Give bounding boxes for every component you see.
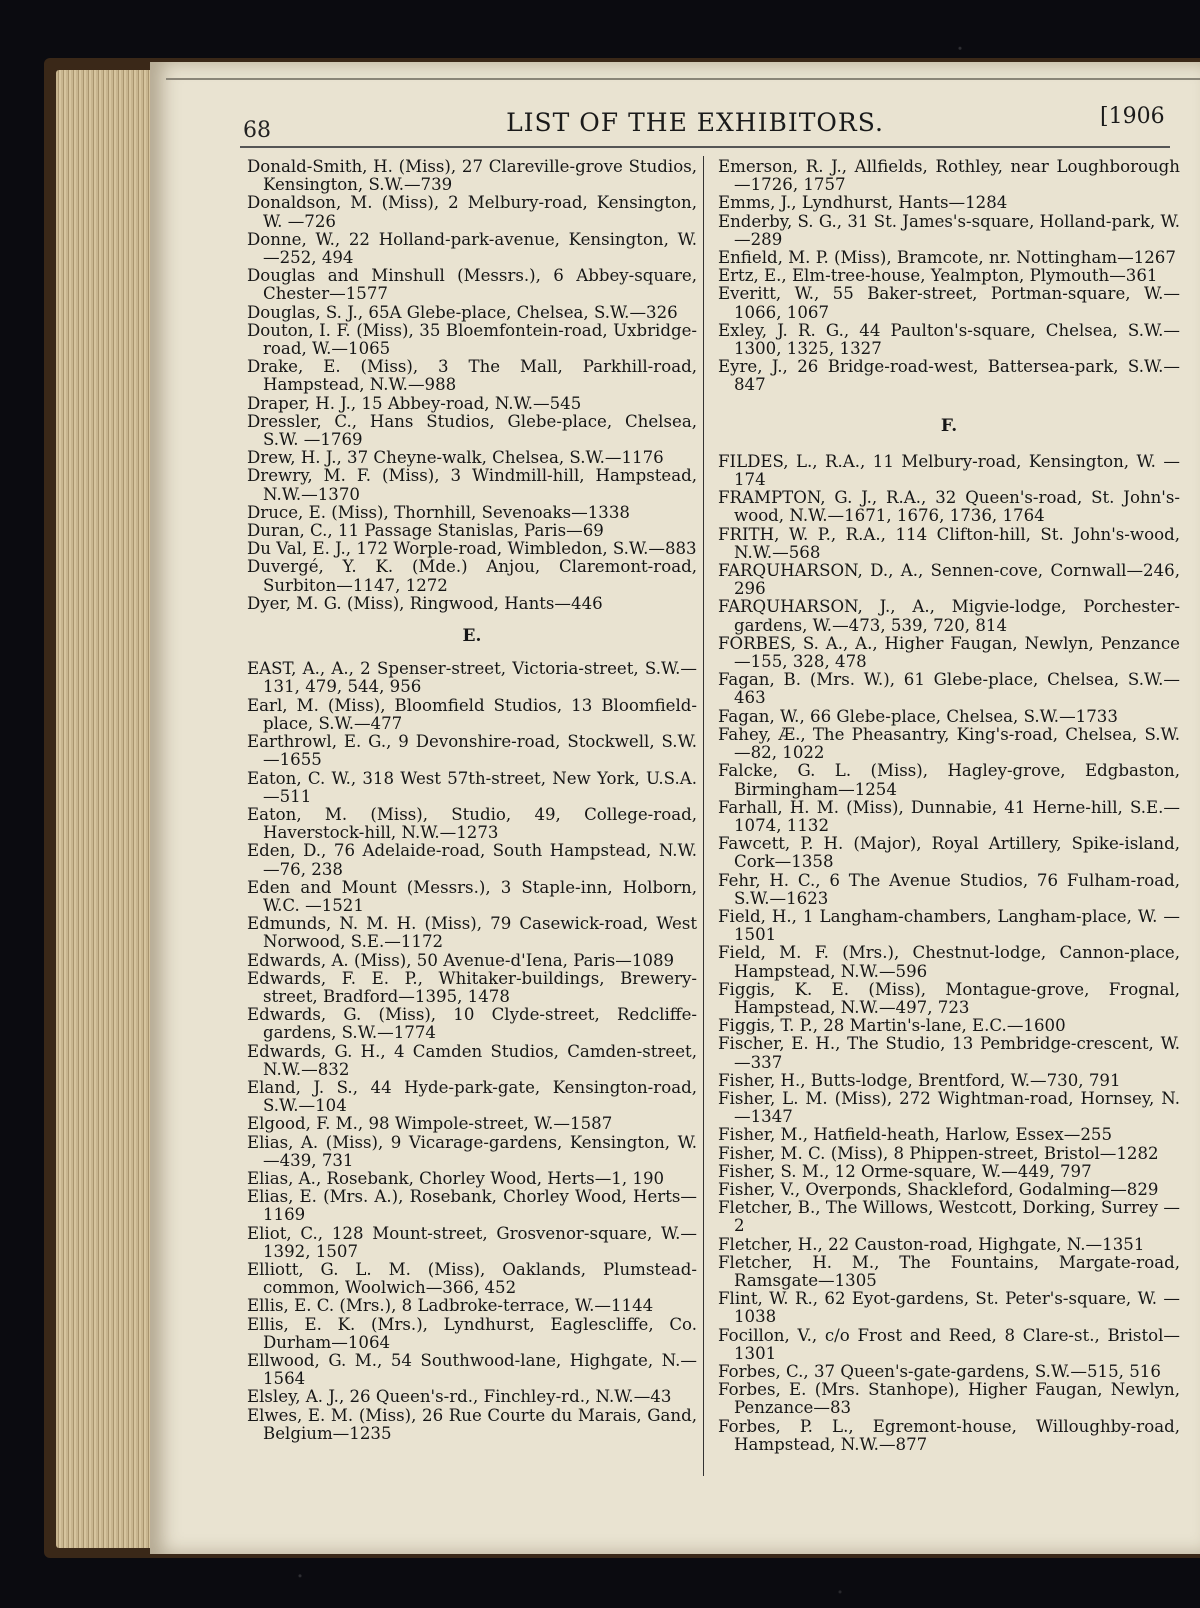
left-column [247, 158, 697, 1443]
exhibitor-entry: Enderby, S. G., 31 St. James's-square, Holland-park, W.—289 [718, 211, 1180, 249]
exhibitor-entry: Fisher, V., Overponds, Shackleford, Godalming—829 [718, 1179, 1159, 1199]
exhibitor-entry: Eden and Mount (Messrs.), 3 Staple-inn, Holborn, W.C. —1521 [247, 877, 697, 915]
exhibitor-entry: Eaton, C. W., 318 West 57th-street, New York, U.S.A. —511 [247, 768, 697, 806]
exhibitor-entry: Ertz, E., Elm-tree-house, Yealmpton, Plymouth—361 [718, 266, 1158, 286]
exhibitor-entry: Du Val, E. J., 172 Worple-road, Wimbledon, S.W.—883 [247, 539, 697, 559]
exhibitor-entry: Dyer, M. G. (Miss), Ringwood, Hants—446 [247, 593, 603, 613]
exhibitor-entry: FILDES, L., R.A., 11 Melbury-road, Kensington, W. —174 [718, 451, 1180, 490]
exhibitor-entry: Earl, M. (Miss), Bloomfield Studios, 13 Bloomfield-place, S.W.—477 [247, 695, 697, 733]
exhibitor-entry: Elgood, F. M., 98 Wimpole-street, W.—1587 [247, 1114, 613, 1134]
exhibitor-entry: Donne, W., 22 Holland-park-avenue, Kensington, W. —252, 494 [247, 229, 697, 268]
exhibitor-entry: Forbes, E. (Mrs. Stanhope), Higher Faugan, Newlyn, Penzance—83 [718, 1380, 1180, 1418]
year-label: [1906 [1100, 104, 1165, 129]
exhibitor-entry: Fisher, M., Hatfield-heath, Harlow, Essex—255 [718, 1125, 1113, 1145]
exhibitor-entry: Emerson, R. J., Allfields, Rothley, near Loughborough —1726, 1757 [718, 157, 1180, 195]
exhibitor-entry: Drake, E. (Miss), 3 The Mall, Parkhill-road, Hampstead, N.W.—988 [247, 357, 697, 395]
exhibitor-entry: Douglas, S. J., 65A Glebe-place, Chelsea, S.W.—326 [247, 302, 678, 322]
section-f-entries [718, 453, 1180, 1454]
exhibitor-entry: FRITH, W. P., R.A., 114 Clifton-hill, St. John's-wood, N.W.—568 [718, 524, 1180, 562]
exhibitor-entry: Douton, I. F. (Miss), 35 Bloemfontein-road, Uxbridge-road, W.—1065 [247, 320, 697, 359]
exhibitor-entry: Fisher, S. M., 12 Orme-square, W.—449, 797 [718, 1161, 1092, 1181]
exhibitor-entry: Eyre, J., 26 Bridge-road-west, Battersea-park, S.W.—847 [718, 357, 1180, 395]
column-divider [703, 156, 704, 1476]
exhibitor-entry: Fagan, W., 66 Glebe-place, Chelsea, S.W.—1733 [718, 706, 1118, 726]
exhibitor-entry: Drewry, M. F. (Miss), 3 Windmill-hill, Hampstead, N.W.—1370 [247, 466, 697, 504]
exhibitor-entry: Exley, J. R. G., 44 Paulton's-square, Chelsea, S.W.—1300, 1325, 1327 [718, 320, 1180, 359]
exhibitor-entry: Fawcett, P. H. (Major), Royal Artillery, Spike-island, Cork—1358 [718, 834, 1180, 872]
exhibitor-entry: Flint, W. R., 62 Eyot-gardens, St. Peter's-square, W. —1038 [718, 1289, 1180, 1327]
exhibitor-entry: Fagan, B. (Mrs. W.), 61 Glebe-place, Chelsea, S.W.—463 [718, 670, 1180, 708]
exhibitor-entry: Donaldson, M. (Miss), 2 Melbury-road, Kensington, W. —726 [247, 193, 697, 231]
exhibitor-entry: Ellis, E. C. (Mrs.), 8 Ladbroke-terrace, W.—1144 [247, 1296, 654, 1316]
exhibitor-entry: Fletcher, B., The Willows, Westcott, Dorking, Surrey —2 [718, 1198, 1180, 1236]
exhibitor-entry: Fisher, H., Butts-lodge, Brentford, W.—730, 791 [718, 1070, 1121, 1090]
right-column [718, 158, 1180, 1454]
exhibitor-entry: Earthrowl, E. G., 9 Devonshire-road, Stockwell, S.W. —1655 [247, 732, 697, 770]
exhibitor-entry: Elsley, A. J., 26 Queen's-rd., Finchley-rd., N.W.—43 [247, 1387, 672, 1407]
page-number: 68 [243, 118, 271, 143]
exhibitor-entry: Ellwood, G. M., 54 Southwood-lane, Highgate, N.—1564 [247, 1351, 697, 1389]
exhibitor-entry: FARQUHARSON, D., A., Sennen-cove, Cornwall—246, 296 [718, 561, 1180, 599]
exhibitor-entry: Falcke, G. L. (Miss), Hagley-grove, Edgbaston, Birmingham—1254 [718, 761, 1180, 799]
exhibitor-entry: Enfield, M. P. (Miss), Bramcote, nr. Nottingham—1267 [718, 248, 1176, 268]
exhibitor-entry: Fletcher, H. M., The Fountains, Margate-road, Ramsgate—1305 [718, 1252, 1180, 1290]
section-heading-e: E. [462, 626, 482, 647]
exhibitor-entry: FORBES, S. A., A., Higher Faugan, Newlyn, Penzance —155, 328, 478 [718, 633, 1180, 672]
exhibitor-entry: Elliott, G. L. M. (Miss), Oaklands, Plumstead-common, Woolwich—366, 452 [247, 1259, 697, 1298]
exhibitor-entry: Everitt, W., 55 Baker-street, Portman-square, W.—1066, 1067 [718, 284, 1180, 322]
exhibitor-entry: Eliot, C., 128 Mount-street, Grosvenor-square, W.—1392, 1507 [247, 1223, 697, 1261]
exhibitor-entry: Fletcher, H., 22 Causton-road, Highgate, N.—1351 [718, 1234, 1145, 1254]
exhibitor-entry: Edwards, G. H., 4 Camden Studios, Camden-street, N.W.—832 [247, 1041, 697, 1079]
exhibitor-entry: Figgis, K. E. (Miss), Montague-grove, Frognal, Hampstead, N.W.—497, 723 [718, 979, 1180, 1017]
exhibitor-entry: Fahey, Æ., The Pheasantry, King's-road, Chelsea, S.W. —82, 1022 [718, 724, 1180, 763]
section-d-entries [247, 158, 697, 613]
exhibitor-entry: FRAMPTON, G. J., R.A., 32 Queen's-road, St. John's-wood, N.W.—1671, 1676, 1736, 1764 [718, 488, 1180, 526]
exhibitor-entry: Fehr, H. C., 6 The Avenue Studios, 76 Fulham-road, S.W.—1623 [718, 870, 1180, 908]
exhibitor-entry: Drew, H. J., 37 Cheyne-walk, Chelsea, S.W.—1176 [247, 448, 664, 468]
exhibitor-entry: Fisher, M. C. (Miss), 8 Phippen-street, Bristol—1282 [718, 1143, 1159, 1163]
exhibitor-entry: Elias, A. (Miss), 9 Vicarage-gardens, Kensington, W.—439, 731 [247, 1132, 697, 1170]
section-e-entries [247, 660, 697, 1443]
exhibitor-entry: Fisher, L. M. (Miss), 272 Wightman-road, Hornsey, N. —1347 [718, 1088, 1180, 1127]
exhibitor-entry: Elias, A., Rosebank, Chorley Wood, Herts—1, 190 [247, 1168, 665, 1188]
exhibitor-entry: Edwards, G. (Miss), 10 Clyde-street, Redcliffe-gardens, S.W.—1774 [247, 1005, 697, 1043]
exhibitor-entry: Duvergé, Y. K. (Mde.) Anjou, Claremont-road, Surbiton—1147, 1272 [247, 557, 697, 595]
exhibitor-entry: Fischer, E. H., The Studio, 13 Pembridge-crescent, W.—337 [718, 1034, 1180, 1072]
exhibitor-entry: Field, H., 1 Langham-chambers, Langham-place, W. —1501 [718, 906, 1180, 945]
exhibitor-entry: Forbes, P. L., Egremont-house, Willoughby-road, Hampstead, N.W.—877 [718, 1416, 1180, 1454]
exhibitor-entry: Douglas and Minshull (Messrs.), 6 Abbey-square, Chester—1577 [247, 266, 697, 304]
exhibitor-entry: Field, M. F. (Mrs.), Chestnut-lodge, Cannon-place, Hampstead, N.W.—596 [718, 943, 1180, 981]
page-title: LIST OF THE EXHIBITORS. [506, 108, 884, 137]
exhibitor-entry: Eland, J. S., 44 Hyde-park-gate, Kensington-road, S.W.—104 [247, 1077, 697, 1116]
exhibitor-entry: Elwes, E. M. (Miss), 26 Rue Courte du Marais, Gand, Belgium—1235 [247, 1405, 697, 1443]
section-heading-f: F. [940, 415, 958, 436]
exhibitor-entry: Edmunds, N. M. H. (Miss), 79 Casewick-road, West Norwood, S.E.—1172 [247, 914, 697, 952]
exhibitor-entry: Druce, E. (Miss), Thornhill, Sevenoaks—1338 [247, 502, 630, 522]
header-rule [240, 146, 1170, 148]
section-e-continued-entries [718, 158, 1180, 395]
exhibitor-entry: Elias, E. (Mrs. A.), Rosebank, Chorley Wood, Herts—1169 [247, 1187, 697, 1225]
exhibitor-entry: EAST, A., A., 2 Spenser-street, Victoria-street, S.W.—131, 479, 544, 956 [247, 659, 697, 697]
exhibitor-entry: Draper, H. J., 15 Abbey-road, N.W.—545 [247, 393, 582, 413]
exhibitor-entry: FARQUHARSON, J., A., Migvie-lodge, Porchester-gardens, W.—473, 539, 720, 814 [718, 597, 1180, 635]
exhibitor-entry: Eden, D., 76 Adelaide-road, South Hampstead, N.W.—76, 238 [247, 841, 697, 879]
exhibitor-entry: Edwards, A. (Miss), 50 Avenue-d'Iena, Paris—1089 [247, 950, 675, 970]
exhibitor-entry: Forbes, C., 37 Queen's-gate-gardens, S.W.—515, 516 [718, 1362, 1161, 1381]
exhibitor-entry: Duran, C., 11 Passage Stanislas, Paris—69 [247, 521, 604, 541]
exhibitor-entry: Ellis, E. K. (Mrs.), Lyndhurst, Eaglescliffe, Co. Durham—1064 [247, 1314, 697, 1352]
exhibitor-entry: Dressler, C., Hans Studios, Glebe-place, Chelsea, S.W. —1769 [247, 411, 697, 450]
exhibitor-entry: Farhall, H. M. (Miss), Dunnabie, 41 Herne-hill, S.E.—1074, 1132 [718, 797, 1180, 835]
exhibitor-entry: Eaton, M. (Miss), Studio, 49, College-road, Haverstock-hill, N.W.—1273 [247, 804, 697, 843]
exhibitor-entry: Donald-Smith, H. (Miss), 27 Clareville-grove Studios, Kensington, S.W.—739 [247, 157, 697, 195]
page-header [0, 0, 1200, 150]
exhibitor-entry: Focillon, V., c/o Frost and Reed, 8 Clare-st., Bristol—1301 [718, 1325, 1180, 1363]
exhibitor-entry: Emms, J., Lyndhurst, Hants—1284 [718, 193, 1008, 213]
exhibitor-entry: Edwards, F. E. P., Whitaker-buildings, Brewery-street, Bradford—1395, 1478 [247, 968, 697, 1006]
exhibitor-entry: Figgis, T. P., 28 Martin's-lane, E.C.—1600 [718, 1016, 1066, 1036]
